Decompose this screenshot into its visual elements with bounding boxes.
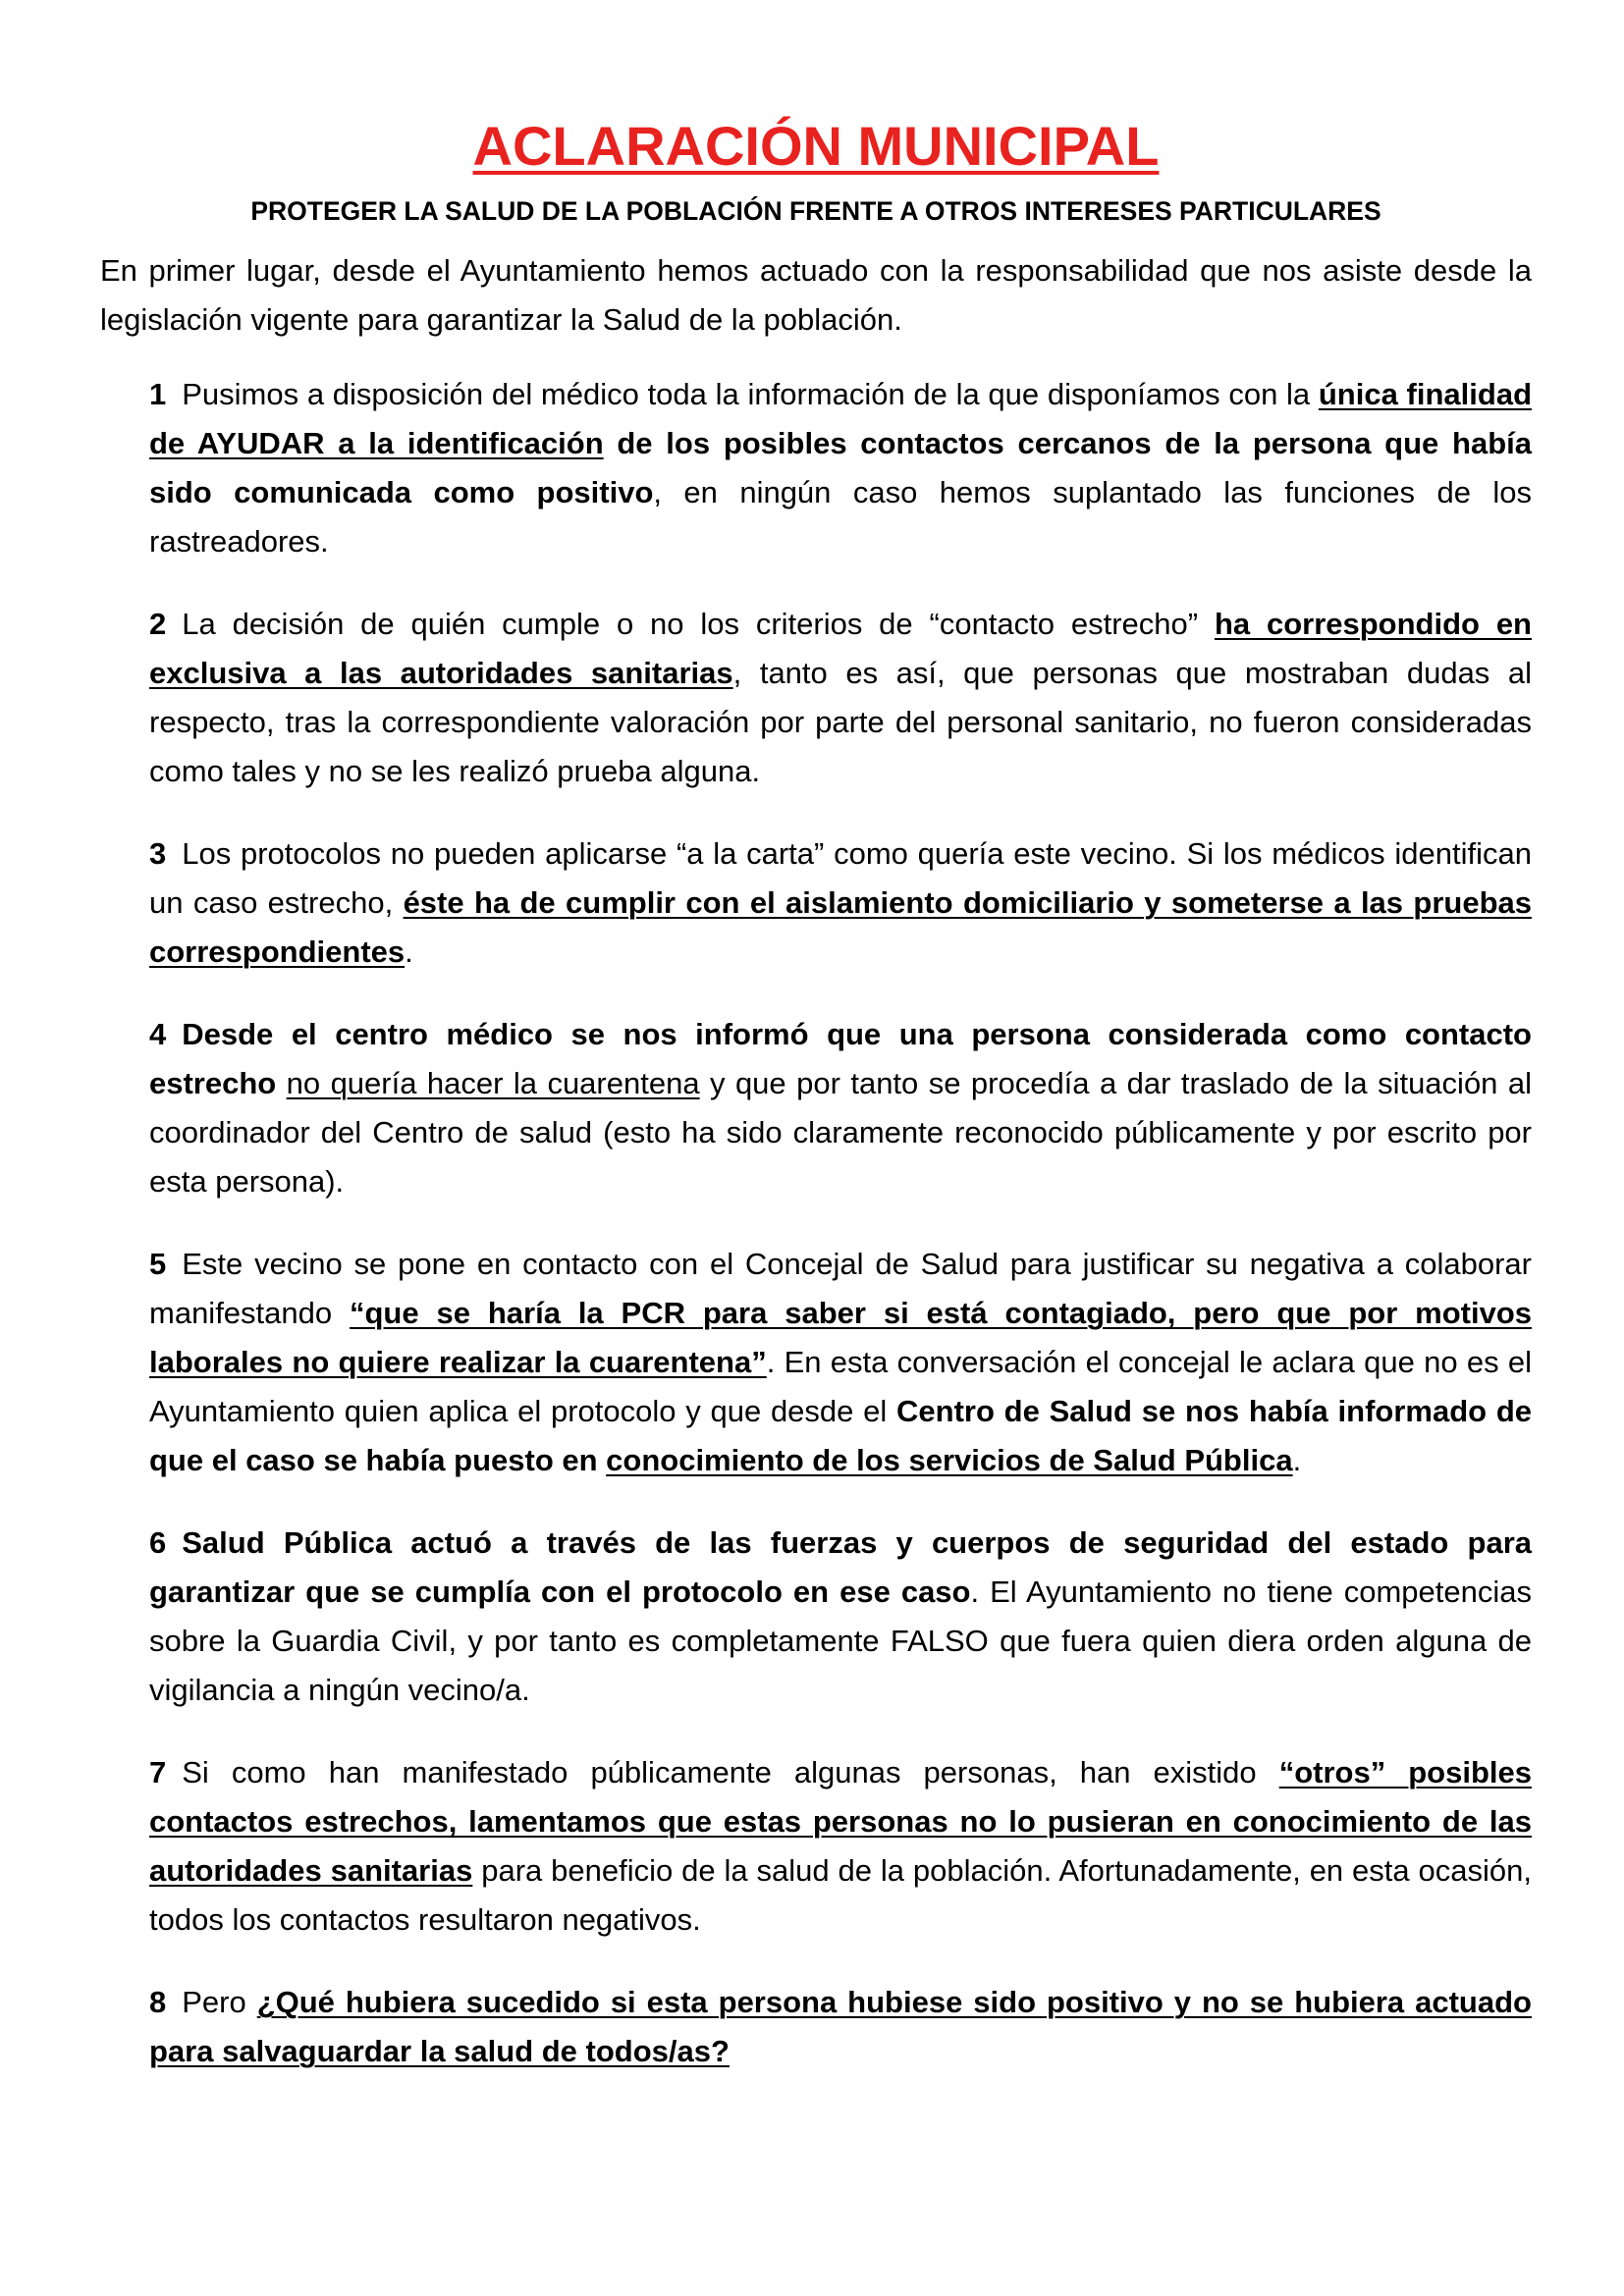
item-number: 1 <box>149 377 167 412</box>
item-text-segment: . En esta conversación el concejal le aclara que no es el Ayuntamiento quien aplica el protocolo y que desde el <box>149 1345 1532 1429</box>
item-text-segment: , en ningún caso hemos suplantado las funciones de los rastreadores. <box>149 475 1532 560</box>
intro-paragraph: En primer lugar, desde el Ayuntamiento hemos actuado con la responsabilidad que nos asiste desde la legislación vigente para garantizar la Salud de la población. <box>100 253 1532 338</box>
item-text-segment: “que se haría la PCR para saber si está contagiado, pero que por motivos laborales no quiere realizar la cuarentena” <box>149 1296 1533 1380</box>
numbered-list <box>149 370 1532 2076</box>
list-item <box>149 600 1532 796</box>
item-text-segment: para beneficio de la salud de la población. Afortunadamente, en esta ocasión, todos los contactos resultaron negativos. <box>149 1853 1532 1938</box>
list-item <box>149 1240 1532 1485</box>
item-number: 8 <box>149 1985 167 2020</box>
item-text-segment: Pusimos a disposición del médico toda la información de la que disponíamos con la <box>182 377 1319 412</box>
item-text-segment: Pero <box>182 1985 257 2020</box>
document-subtitle: PROTEGER LA SALUD DE LA POBLACIÓN FRENTE A OTROS INTERESES PARTICULARES <box>250 195 1381 226</box>
item-text-segment: de los posibles contactos cercanos de la persona que había sido comunicada como positivo <box>149 426 1532 510</box>
item-text-segment: . <box>405 934 413 970</box>
item-text-segment: ha correspondido en exclusiva a las autoridades sanitarias <box>149 607 1532 691</box>
item-text-segment: no quería hacer la cuarentena <box>286 1066 700 1101</box>
item-number: 7 <box>149 1755 167 1790</box>
item-number: 5 <box>149 1247 167 1282</box>
list-item <box>149 1010 1532 1206</box>
document-page <box>100 116 1532 2109</box>
item-number: 4 <box>149 1017 167 1052</box>
item-text-segment: “otros” posibles contactos estrechos, lamentamos que estas personas no lo pusieran en conocimiento de las autoridades sanitarias <box>149 1755 1532 1889</box>
item-text-segment: , tanto es así, que personas que mostraban dudas al respecto, tras la correspondiente valoración por parte del personal sanitario, no fueron consideradas como tales y no se les realizó prueba alguna. <box>149 656 1532 789</box>
item-text-segment: y que por tanto se procedía a dar traslado de la situación al coordinador del Centro de salud (esto ha sido claramente reconocido públicamente y por escrito por esta persona). <box>149 1066 1532 1200</box>
item-number: 6 <box>149 1525 167 1561</box>
item-number: 3 <box>149 836 167 872</box>
item-text-segment: . El Ayuntamiento no tiene competencias sobre la Guardia Civil, y por tanto es completamente FALSO que fuera quien diera orden alguna de vigilancia a ningún vecino/a. <box>149 1575 1532 1708</box>
item-text-segment: Desde el centro médico se nos informó que una persona considerada como contacto estrecho <box>149 1017 1532 1101</box>
item-text-segment: La decisión de quién cumple o no los criterios de “contacto estrecho” <box>182 607 1215 642</box>
item-text-segment: éste ha de cumplir con el aislamiento domiciliario y someterse a las pruebas correspondientes <box>149 885 1532 970</box>
list-item <box>149 1978 1532 2076</box>
item-text-segment: ¿Qué hubiera sucedido si esta persona hubiese sido positivo y no se hubiera actuado para salvaguardar la salud de todos/as? <box>149 1985 1532 2069</box>
item-text-segment: única finalidad de AYUDAR a la identificación <box>149 377 1533 461</box>
item-text-segment: Centro de Salud se nos había informado de que el caso se había puesto en <box>149 1394 1533 1478</box>
document-title: ACLARACIÓN MUNICIPAL <box>472 115 1160 177</box>
list-item <box>149 1748 1532 1945</box>
item-text-segment: conocimiento de los servicios de Salud Pública <box>606 1443 1293 1478</box>
item-text-segment: . <box>1292 1443 1302 1478</box>
item-text-segment: Si como han manifestado públicamente algunas personas, han existido <box>182 1755 1279 1790</box>
list-item <box>149 829 1532 977</box>
list-item <box>149 370 1532 566</box>
item-text-segment: Salud Pública actuó a través de las fuerzas y cuerpos de seguridad del estado para garantizar que se cumplía con el protocolo en ese caso <box>149 1525 1532 1610</box>
item-number: 2 <box>149 607 167 642</box>
item-text-segment: Este vecino se pone en contacto con el Concejal de Salud para justificar su negativa a colaborar manifestando <box>149 1247 1532 1331</box>
item-text-segment: Los protocolos no pueden aplicarse “a la carta” como quería este vecino. Si los médicos identifican un caso estrecho, <box>149 836 1532 921</box>
list-item <box>149 1519 1532 1715</box>
